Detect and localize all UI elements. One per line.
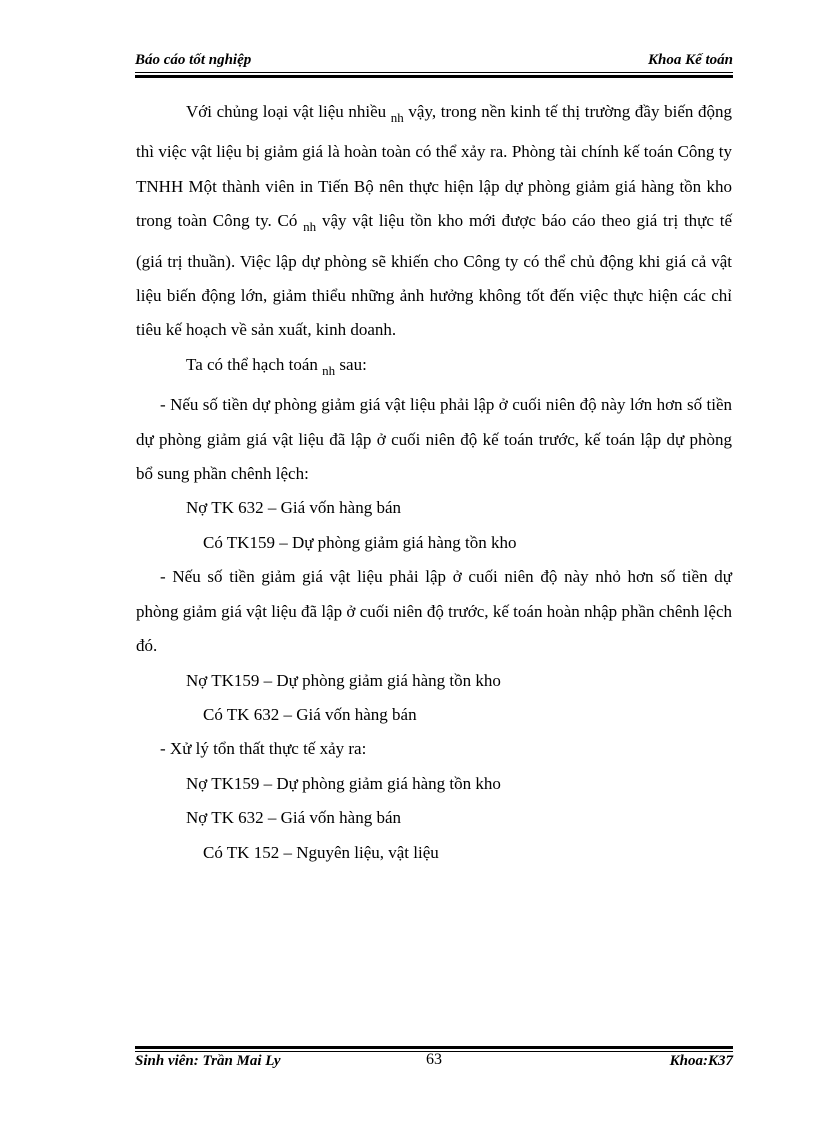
header-left: Báo cáo tốt nghiệp [135, 52, 252, 68]
entry-2-debit: Nợ TK159 – Dự phòng giảm giá hàng tồn kho [186, 670, 501, 690]
bullet-reversal: - Nếu số tiền giảm giá vật liệu phải lập ở cuối niên độ này nhỏ hơn số tiền dự phòng giảm giá vật liệu đã lập ở cuối niên độ trước, kế toán hoàn nhập phần chênh lệch đó. [136, 567, 732, 656]
entry-3-debit-1: Nợ TK159 – Dự phòng giảm giá hàng tồn kho [186, 773, 501, 793]
page-number: 63 [426, 1051, 442, 1068]
footer-rule-thick [135, 1046, 733, 1049]
bullet-actual-loss: - Xử lý tổn thất thực tế xảy ra: [160, 739, 367, 759]
entry-1-debit: Nợ TK 632 – Giá vốn hàng bán [186, 498, 402, 518]
bullet-additional-provision: - Nếu số tiền dự phòng giảm giá vật liệu phải lập ở cuối niên độ này lớn hơn số tiền dự phòng giảm giá vật liệu đã lập ở cuối niên độ kế toán trước, kế toán lập dự phòng bổ sung phần chênh lệch: [136, 395, 732, 484]
entry-3-credit: Có TK 152 – Nguyên liệu, vật liệu [203, 842, 439, 862]
header-right: Khoa Kế toán [647, 52, 733, 68]
page-body [136, 95, 732, 870]
page-header [135, 52, 733, 71]
paragraph-accounting-intro: Ta có thể hạch toán $_{nh}$ sau: [186, 354, 367, 378]
footer-student: Sinh viên: Trần Mai Ly [135, 1053, 281, 1069]
entry-3-debit-2: Nợ TK 632 – Giá vốn hàng bán [186, 808, 402, 828]
footer-class: Khoa:K37 [669, 1053, 733, 1069]
entry-2-credit: Có TK 632 – Giá vốn hàng bán [203, 704, 417, 724]
header-rule-thin [135, 72, 733, 73]
entry-1-credit: Có TK159 – Dự phòng giảm giá hàng tồn kho [203, 532, 517, 552]
header-rule-thick [135, 75, 733, 78]
paragraph-provision-intro: Với chủng loại vật liệu nhiều $_{nh}$ vậy, trong nền kinh tế thị trường đầy biến động thì việc vật liệu bị giảm giá là hoàn toàn có thể xảy ra. Phòng tài chính kế toán Công ty TNHH Một thành viên in Tiến Bộ nên thực hiện lập dự phòng giảm giá hàng tồn kho trong toàn Công ty. Có $_{nh}$ vậy vật liệu tồn kho mới được báo cáo theo giá trị thực tế (giá trị thuần). Việc lập dự phòng sẽ khiến cho Công ty có thể chủ động khi giá cả vật liệu biến động lớn, giảm thiểu những ảnh hưởng không tốt đến việc thực hiện các chỉ tiêu kế hoạch về sản xuất, kinh doanh. [136, 102, 733, 340]
